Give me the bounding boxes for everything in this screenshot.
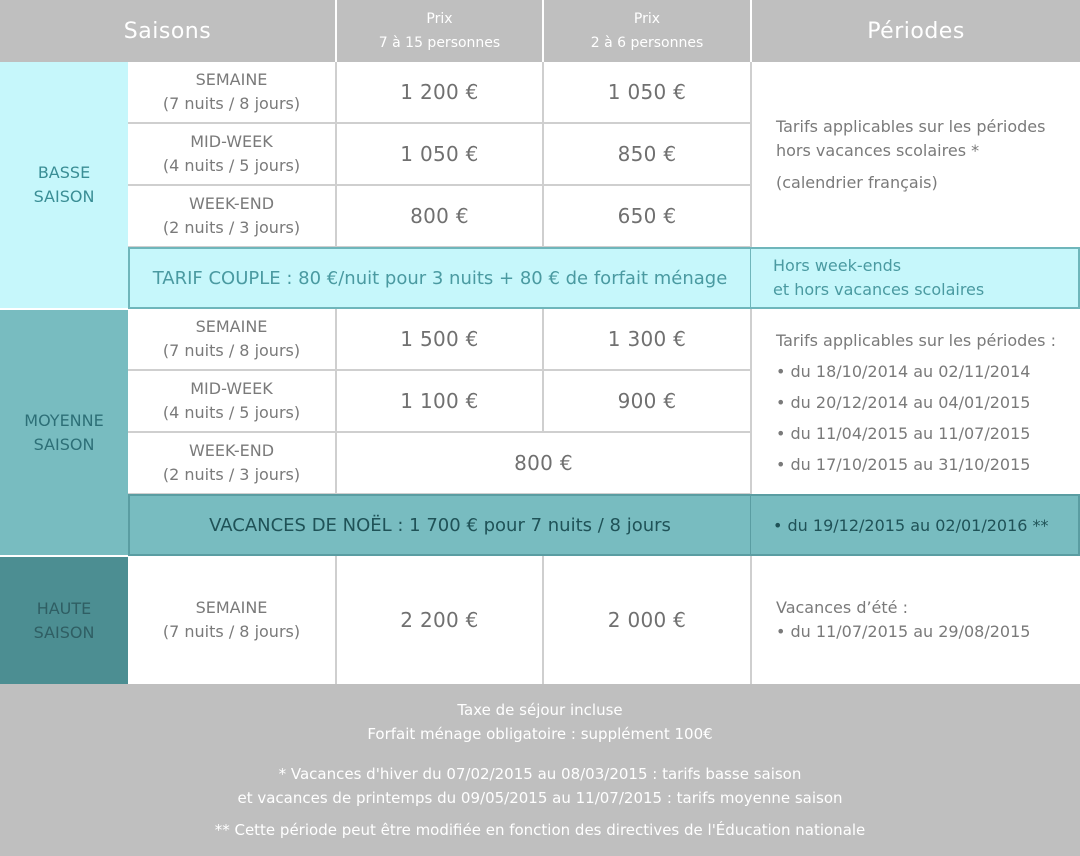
duration-label: MID-WEEK	[190, 132, 273, 151]
duration-cell	[128, 124, 337, 186]
season-moyenne-l2: SAISON	[33, 434, 95, 454]
header-saisons-label: Saisons	[123, 18, 212, 44]
price-cell	[337, 62, 544, 124]
price-value: 1 300 €	[607, 327, 687, 351]
season-basse-l2: SAISON	[33, 187, 95, 206]
duration-cell	[128, 186, 337, 248]
season-basse-l1: BASSE	[37, 163, 91, 182]
price-cell	[337, 186, 544, 248]
price-value: 1 200 €	[400, 80, 479, 104]
tarif-couple-period-l1: Hors week-ends	[773, 256, 902, 275]
footer-taxe: Taxe de séjour incluse	[457, 701, 623, 719]
tarif-couple-band	[128, 247, 752, 309]
header-prix-small	[544, 0, 750, 62]
duration-detail: (7 nuits / 8 jours)	[162, 341, 301, 360]
duration-detail: (2 nuits / 3 jours)	[162, 465, 301, 484]
season-moyenne	[0, 310, 128, 557]
duration-cell	[128, 62, 337, 124]
header-prix-large-l2: 7 à 15 personnes	[378, 35, 501, 51]
duration-detail: (7 nuits / 8 jours)	[162, 622, 301, 641]
duration-detail: (2 nuits / 3 jours)	[162, 218, 301, 237]
price-value: 2 000 €	[607, 608, 687, 632]
price-cell	[544, 186, 752, 248]
period-moyenne-item: • du 17/10/2015 au 31/10/2015	[776, 454, 1031, 474]
period-moyenne-title: Tarifs applicables sur les périodes :	[776, 330, 1056, 350]
price-value: 1 050 €	[400, 142, 479, 166]
header-prix-large-l1: Prix	[426, 11, 453, 27]
period-haute-l2: • du 11/07/2015 au 29/08/2015	[776, 622, 1031, 641]
header-prix-large	[337, 0, 542, 62]
tarif-couple-text: TARIF COUPLE : 80 €/nuit pour 3 nuits + 80 € de forfait ménage	[152, 267, 728, 289]
season-haute-l1: HAUTE	[36, 598, 92, 618]
price-value: 1 100 €	[400, 389, 479, 413]
price-cell	[544, 62, 752, 124]
price-value: 1 050 €	[607, 80, 687, 104]
vacances-noel-period-text: • du 19/12/2015 au 02/01/2016 **	[773, 515, 1049, 535]
season-haute	[0, 557, 128, 684]
duration-cell	[128, 309, 337, 371]
period-basse-l2: hors vacances scolaires *	[776, 141, 980, 160]
price-cell	[544, 124, 752, 186]
footer-notes	[0, 684, 1080, 856]
duration-label: SEMAINE	[195, 317, 268, 336]
vacances-noel-text: VACANCES DE NOËL : 1 700 € pour 7 nuits / 8 jours	[209, 514, 671, 536]
header-prix-small-l2: 2 à 6 personnes	[590, 35, 704, 51]
duration-label: SEMAINE	[195, 70, 268, 89]
period-haute-l1: Vacances d’été :	[776, 598, 908, 617]
duration-label: SEMAINE	[195, 598, 268, 617]
duration-label: WEEK-END	[188, 441, 275, 460]
footer-note-2: ** Cette période peut être modifiée en fonction des directives de l'Éducation nationale	[214, 821, 866, 839]
season-moyenne-l1: MOYENNE	[24, 410, 104, 430]
duration-cell	[128, 371, 337, 433]
duration-detail: (4 nuits / 5 jours)	[162, 156, 301, 175]
duration-detail: (7 nuits / 8 jours)	[162, 94, 301, 113]
period-basse-l3: (calendrier français)	[776, 173, 938, 192]
header-periodes-label: Périodes	[867, 18, 965, 44]
duration-cell	[128, 556, 337, 684]
period-basse	[752, 62, 1080, 248]
period-moyenne	[752, 309, 1080, 495]
period-moyenne-item: • du 20/12/2014 au 04/01/2015	[776, 392, 1031, 412]
header-periodes	[752, 0, 1080, 62]
vacances-noel-band	[128, 494, 752, 556]
duration-cell	[128, 433, 337, 495]
duration-label: MID-WEEK	[190, 379, 273, 398]
price-value: 650 €	[617, 204, 677, 228]
price-cell-merged	[337, 433, 752, 495]
header-saisons	[0, 0, 335, 62]
footer-note-1b: et vacances de printemps du 09/05/2015 au 11/07/2015 : tarifs moyenne saison	[237, 789, 843, 807]
header-divider	[335, 0, 337, 62]
price-value: 1 500 €	[400, 327, 479, 351]
price-value: 2 200 €	[400, 608, 479, 632]
footer-note-1a: * Vacances d'hiver du 07/02/2015 au 08/03/2015 : tarifs basse saison	[278, 765, 802, 783]
price-value: 900 €	[617, 389, 677, 413]
price-cell	[337, 556, 544, 684]
period-basse-l1: Tarifs applicables sur les périodes	[776, 117, 1046, 136]
period-haute	[752, 556, 1080, 684]
footer-forfait: Forfait ménage obligatoire : supplément 100€	[367, 725, 713, 743]
season-haute-l2: SAISON	[33, 622, 95, 642]
price-value: 850 €	[617, 142, 677, 166]
header-divider	[542, 0, 544, 62]
tarif-couple-period	[751, 247, 1080, 309]
period-moyenne-item: • du 11/04/2015 au 11/07/2015	[776, 423, 1031, 443]
season-basse	[0, 62, 128, 310]
price-cell	[337, 309, 544, 371]
price-cell	[544, 556, 752, 684]
price-cell	[544, 309, 752, 371]
price-value: 800 €	[514, 451, 573, 475]
vacances-noel-period	[751, 494, 1080, 556]
duration-label: WEEK-END	[188, 194, 275, 213]
period-moyenne-item: • du 18/10/2014 au 02/11/2014	[776, 361, 1031, 381]
header-prix-small-l1: Prix	[633, 11, 661, 27]
duration-detail: (4 nuits / 5 jours)	[162, 403, 301, 422]
price-value: 800 €	[410, 204, 469, 228]
price-cell	[337, 124, 544, 186]
tarif-couple-period-l2: et hors vacances scolaires	[773, 280, 985, 299]
header-divider	[750, 0, 752, 62]
price-cell	[337, 371, 544, 433]
price-cell	[544, 371, 752, 433]
